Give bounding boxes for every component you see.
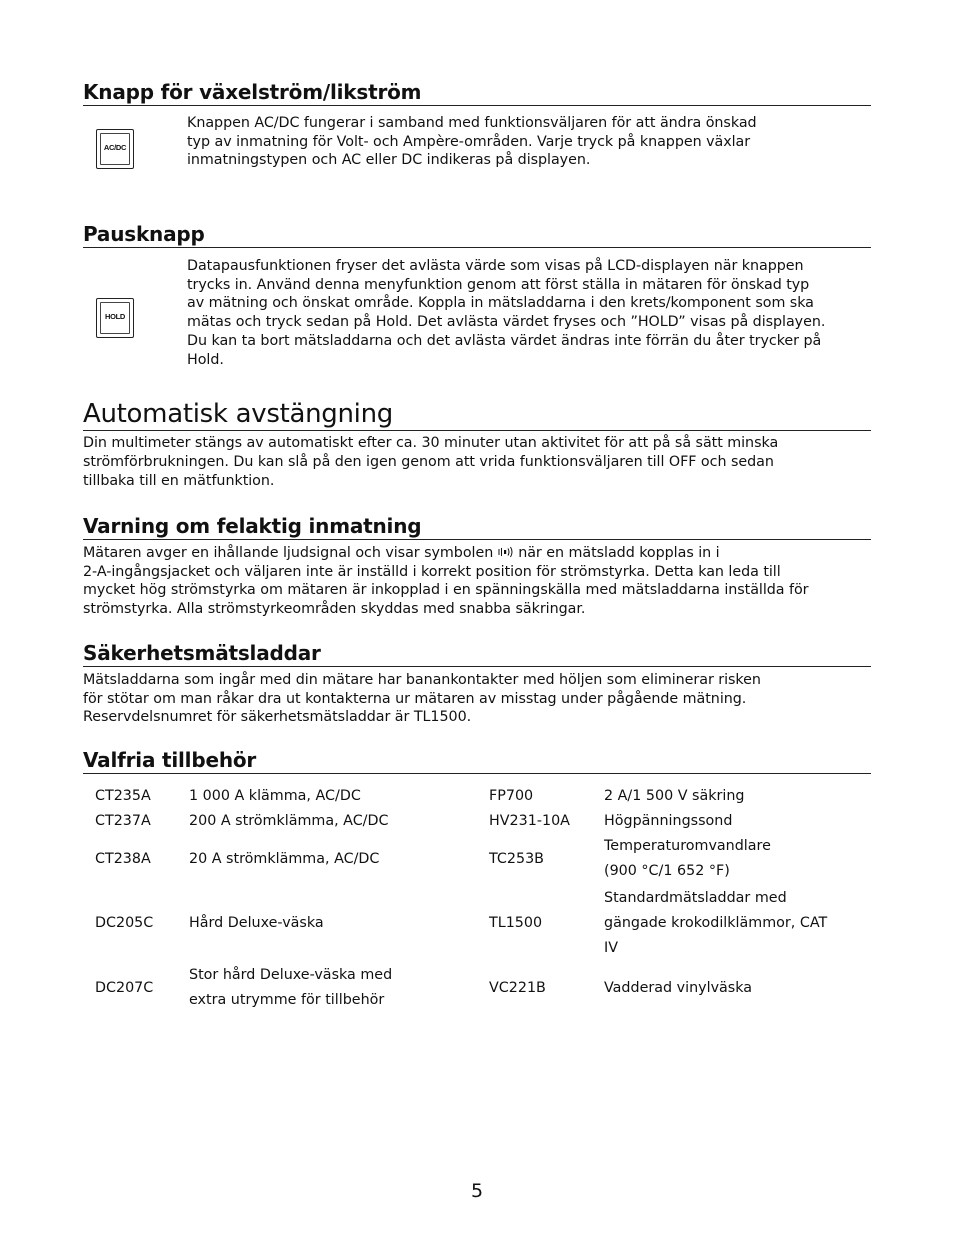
body-line: strömstyrka. Alla strömstyrkeområden skyddas med snabba säkringar. xyxy=(83,601,586,618)
table-row xyxy=(91,834,849,884)
part-code: HV231-10A xyxy=(489,813,570,829)
part-code: CT238A xyxy=(95,850,151,867)
part-description xyxy=(189,834,489,884)
table-row xyxy=(91,884,849,963)
section-heading: Valfria tillbehör xyxy=(83,748,871,774)
cell-line: Standardmätsladdar med xyxy=(604,890,787,906)
part-description xyxy=(189,809,489,834)
part-description xyxy=(604,834,849,884)
cell-line: Temperaturomvandlare xyxy=(604,838,771,854)
body-line: mätas och tryck sedan på Hold. Det avlästa värdet fryses och ”HOLD” visas på displayen. xyxy=(187,314,826,331)
part-code: DC207C xyxy=(95,979,154,996)
section-acdc-button xyxy=(83,80,871,170)
beeper-icon xyxy=(498,546,514,558)
part-code: TL1500 xyxy=(489,915,543,931)
table-row xyxy=(91,784,849,809)
cell-line: 200 A strömklämma, AC/DC xyxy=(189,813,389,829)
cell-line: (900 °C/1 652 °F) xyxy=(604,863,730,879)
section-body xyxy=(187,114,871,170)
part-description xyxy=(189,963,489,1013)
body-line: 2-A-ingångsjacket och väljaren inte är inställd i korrekt position för strömstyrka. Detta kan leda till xyxy=(83,563,781,580)
body-line: strömförbrukningen. Du kan slå på den igen genom att vrida funktionsväljaren till OFF och sedan xyxy=(83,453,774,470)
body-line: Mätaren avger en ihållande ljudsignal och visar symbolen när en mätsladd kopplas in i xyxy=(83,545,720,561)
part-code: CT237A xyxy=(95,813,151,829)
part-code: TC253B xyxy=(489,850,544,867)
cell-line: 1 000 A klämma, AC/DC xyxy=(189,788,361,804)
cell-line: IV xyxy=(604,940,618,956)
section-body xyxy=(187,257,871,369)
part-description xyxy=(604,884,849,963)
body-line: för stötar om man råkar dra ut kontakterna ur mätaren av misstag under pågående mätning. xyxy=(83,690,747,707)
section-heading: Pausknapp xyxy=(83,222,871,248)
acdc-button-icon: AC/DC xyxy=(96,129,134,169)
section-body xyxy=(83,544,871,619)
cell-line: gängade krokodilklämmor, CAT xyxy=(604,915,828,931)
section-body xyxy=(83,671,871,727)
cell-line: Hård Deluxe-väska xyxy=(189,915,324,931)
part-description xyxy=(189,884,489,963)
table-row xyxy=(91,809,849,834)
part-description xyxy=(604,809,849,834)
part-code: FP700 xyxy=(489,788,534,804)
part-description xyxy=(604,963,849,1013)
body-line: inmatningstypen och AC eller DC indikeras på displayen. xyxy=(187,152,591,169)
part-code: DC205C xyxy=(95,915,154,931)
cell-line: extra utrymme för tillbehör xyxy=(189,992,385,1008)
section-heading: Varning om felaktig inmatning xyxy=(83,514,871,540)
section-body xyxy=(83,434,871,491)
accessories-table xyxy=(91,784,849,1013)
body-line: Mätsladdarna som ingår med din mätare har banankontakter med höljen som eliminerar risken xyxy=(83,672,761,688)
section-accessories xyxy=(83,748,871,1013)
section-auto-off xyxy=(83,398,871,491)
cell-line: Stor hård Deluxe-väska med xyxy=(189,967,393,983)
body-line: av mätning och önskat område. Koppla in mätsladdarna i den krets/komponent som ska xyxy=(187,295,814,312)
table-row xyxy=(91,963,849,1013)
body-line: Datapausfunktionen fryser det avlästa värde som visas på LCD-displayen när knappen xyxy=(187,258,804,274)
hold-button-icon: HOLD xyxy=(96,298,134,338)
body-line: mycket hög strömstyrka om mätaren är inkopplad i en spänningskälla med mätsladdarna inställda för xyxy=(83,582,809,599)
cell-line: Vadderad vinylväska xyxy=(604,979,753,996)
part-description xyxy=(189,784,489,809)
body-line: Reservdelsnumret för säkerhetsmätsladdar är TL1500. xyxy=(83,709,472,726)
page-number: 5 xyxy=(470,1180,484,1202)
section-heading: Knapp för växelström/likström xyxy=(83,80,871,106)
cell-line: Högpänningssond xyxy=(604,813,733,829)
section-safety-leads xyxy=(83,641,871,727)
body-line: trycks in. Använd denna menyfunktion genom att först ställa in mätaren för önskad typ xyxy=(187,276,810,293)
part-code: CT235A xyxy=(95,788,151,804)
body-line: tillbaka till en mätfunktion. xyxy=(83,473,275,490)
body-line: Hold. xyxy=(187,351,224,368)
body-line: Knappen AC/DC fungerar i samband med funktionsväljaren för att ändra önskad xyxy=(187,115,757,131)
section-title: Automatisk avstängning xyxy=(83,398,871,431)
body-line: typ av inmatning för Volt- och Ampère-områden. Varje tryck på knappen växlar xyxy=(187,133,751,150)
section-hold-button xyxy=(83,222,871,369)
section-heading: Säkerhetsmätsladdar xyxy=(83,641,871,667)
section-input-warning xyxy=(83,514,871,619)
body-line: Du kan ta bort mätsladdarna och det avlästa värdet ändras inte förrän du åter trycker på xyxy=(187,332,822,349)
cell-line: 20 A strömklämma, AC/DC xyxy=(189,850,380,867)
cell-line: 2 A/1 500 V säkring xyxy=(604,788,745,804)
part-description xyxy=(604,784,849,809)
part-code: VC221B xyxy=(489,979,546,996)
body-line: Din multimeter stängs av automatiskt efter ca. 30 minuter utan aktivitet för att på så sätt minska xyxy=(83,435,779,451)
